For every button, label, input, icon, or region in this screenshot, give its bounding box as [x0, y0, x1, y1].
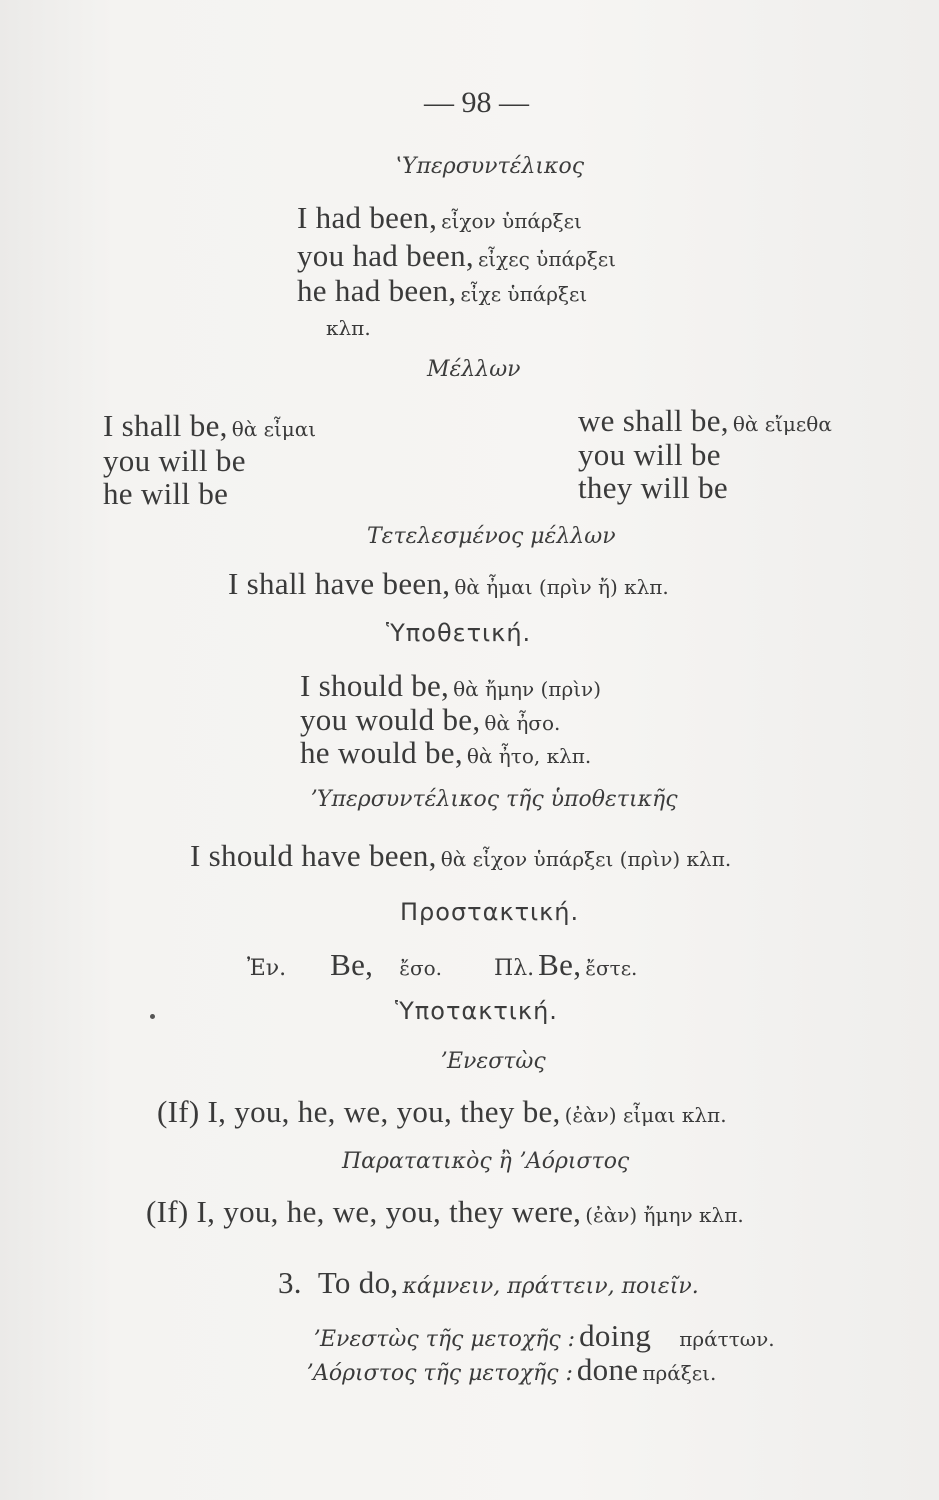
- english-text: (If) I, you, he, we, you, they be,: [157, 1094, 561, 1129]
- pluperfect-line-2: [297, 238, 616, 274]
- participle-label: ʼΕνεστὼς τῆς μετοχῆς :: [313, 1327, 576, 1352]
- greek-text: θὰ ἤμην (πρὶν): [453, 677, 601, 701]
- greek-text: εἶχον ὑπάρξει: [441, 209, 582, 233]
- conditional-line-3: [300, 735, 591, 771]
- english-text: he had been,: [297, 273, 457, 308]
- english-text: we shall be,: [578, 403, 729, 438]
- greek-text: πράττων.: [679, 1327, 775, 1351]
- greek-text: θὰ εἴμεθα: [732, 412, 832, 436]
- subjunctive-heading: Ὑποτακτική.: [395, 997, 558, 1025]
- english-text: (If) I, you, he, we, you, they were,: [146, 1194, 582, 1229]
- singular-english: Be,: [330, 947, 374, 982]
- plural-english: Be,: [538, 947, 582, 982]
- greek-text: πράξει.: [642, 1361, 717, 1385]
- english-text: I should be,: [300, 668, 450, 703]
- singular-greek: ἔσο.: [399, 956, 443, 980]
- greek-text: θὰ εἶχον ὑπάρξει (πρὶν) κλπ.: [440, 847, 732, 871]
- english-text: he would be,: [300, 735, 463, 770]
- pluperfect-etc: κλπ.: [326, 316, 371, 340]
- english-text: I shall have been,: [228, 566, 451, 601]
- english-text: I had been,: [297, 200, 438, 235]
- greek-text: (ἐὰν) ἤμην κλπ.: [585, 1203, 744, 1227]
- english-text: To do,: [317, 1265, 399, 1300]
- conditional-line-1: [300, 668, 601, 704]
- greek-text: θὰ ἦτο, κλπ.: [466, 744, 592, 768]
- conditional-pluperfect-line: [190, 838, 731, 874]
- subjunctive-present-line: [157, 1094, 727, 1130]
- greek-text: θὰ εἶμαι: [231, 417, 317, 441]
- future-perfect-heading: Τετελεσμένος μέλλων: [367, 524, 616, 549]
- stray-mark: [150, 1014, 155, 1019]
- participle-line-2: [306, 1352, 716, 1388]
- greek-text: εἶχε ὑπάρξει: [460, 282, 588, 306]
- conditional-line-2: [300, 702, 560, 738]
- subjunctive-past-line: [146, 1194, 744, 1230]
- page-number: — 98 —: [424, 86, 529, 119]
- future-right-2: you will be: [578, 437, 721, 472]
- english-text: I shall be,: [103, 408, 228, 443]
- greek-text: εἶχες ὑπάρξει: [477, 247, 616, 271]
- greek-text: κάμνειν, πράττειν, ποιεῖν.: [402, 1274, 699, 1299]
- future-left-1: [103, 408, 316, 444]
- english-text: doing: [579, 1318, 652, 1353]
- future-perfect-line: [228, 566, 669, 602]
- greek-text: (ἐὰν) εἶμαι κλπ.: [564, 1103, 727, 1127]
- english-text: done: [576, 1352, 639, 1387]
- to-do-line: [278, 1265, 699, 1301]
- participle-line-1: [313, 1318, 775, 1354]
- greek-text: θὰ ἦμαι (πρὶν ἤ) κλπ.: [454, 575, 669, 599]
- future-right-1: [578, 403, 832, 439]
- participle-label: ʼΑόριστος τῆς μετοχῆς :: [306, 1361, 573, 1386]
- item-number: 3.: [278, 1265, 302, 1300]
- pluperfect-line-1: [297, 200, 582, 236]
- imperative-line: [247, 947, 637, 983]
- plural-label: Πλ.: [494, 956, 535, 981]
- pluperfect-line-3: [297, 273, 587, 309]
- imperative-heading: Προστακτική.: [400, 898, 580, 926]
- english-text: I should have been,: [190, 838, 437, 873]
- greek-text: θὰ ἦσο.: [484, 711, 561, 735]
- singular-label: Ἐν.: [247, 956, 287, 981]
- english-text: you had been,: [297, 238, 474, 273]
- conditional-pluperfect-heading: ʼΥπερσυντέλικος τῆς ὑποθετικῆς: [310, 787, 678, 812]
- future-left-2: you will be: [103, 443, 246, 478]
- plural-greek: ἔστε.: [585, 956, 638, 980]
- subjunctive-past-heading: Παρατατικὸς ἢ ʼΑόριστος: [342, 1149, 630, 1174]
- conditional-heading: Ὑποθετική.: [386, 619, 532, 647]
- subjunctive-present-heading: ʼΕνεστὼς: [440, 1049, 546, 1074]
- future-heading: Μέλλων: [427, 357, 521, 382]
- future-right-3: they will be: [578, 470, 728, 505]
- english-text: you would be,: [300, 702, 481, 737]
- pluperfect-heading: ʽΥπερσυντέλικος: [395, 154, 585, 179]
- future-left-3: he will be: [103, 476, 229, 511]
